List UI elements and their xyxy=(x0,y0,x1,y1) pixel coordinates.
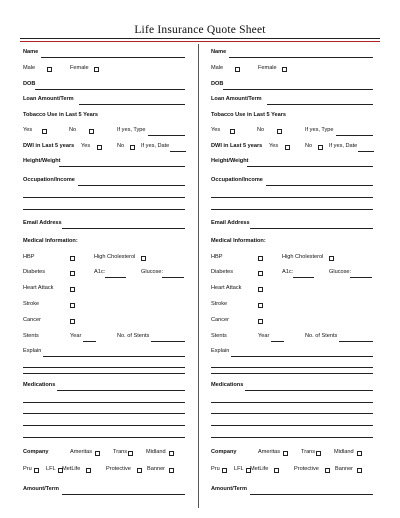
fill-in-line[interactable] xyxy=(358,151,374,152)
no-label: No xyxy=(117,143,125,149)
diabetes-label: Diabetes xyxy=(23,269,46,275)
protective-label: Protective xyxy=(106,466,131,472)
medical-information-label: Medical Information: xyxy=(23,238,78,244)
dob-label: DOB xyxy=(211,81,224,87)
no-label: No xyxy=(69,127,77,133)
fill-in-line[interactable] xyxy=(41,57,185,58)
dwi-label: DWI in Last 5 years xyxy=(23,143,75,149)
fill-in-line[interactable] xyxy=(170,151,186,152)
fill-in-line[interactable] xyxy=(247,166,373,167)
banner-label: Banner xyxy=(335,466,354,472)
checkbox[interactable] xyxy=(169,451,174,456)
fill-in-line[interactable] xyxy=(231,356,373,357)
height-weight-label: Height/Weight xyxy=(211,158,249,164)
pru-label: Pru xyxy=(211,466,220,472)
fill-in-line[interactable] xyxy=(267,104,373,105)
fill-in-line[interactable] xyxy=(23,402,185,403)
checkbox[interactable] xyxy=(316,451,321,456)
yes-label: Yes xyxy=(23,127,33,133)
a1c-label: A1c: xyxy=(282,269,294,275)
if-yes-date-label: If yes, Date xyxy=(141,143,170,149)
stents-label: Stents xyxy=(23,333,39,339)
loan-amount-term-label: Loan Amount/Term xyxy=(23,96,74,102)
no-label: No xyxy=(257,127,265,133)
no-label: No xyxy=(305,143,313,149)
tobacco-label: Tobacco Use in Last 5 Years xyxy=(211,112,287,118)
checkbox[interactable] xyxy=(274,468,279,473)
checkbox[interactable] xyxy=(141,256,146,261)
fill-in-line[interactable] xyxy=(105,277,126,278)
fill-in-line[interactable] xyxy=(23,373,185,374)
fill-in-line[interactable] xyxy=(35,89,185,90)
checkbox[interactable] xyxy=(95,451,100,456)
lfl-label: LFL xyxy=(46,466,56,472)
fill-in-line[interactable] xyxy=(78,185,185,186)
fill-in-line[interactable] xyxy=(211,367,373,368)
checkbox[interactable] xyxy=(70,319,75,324)
name-label: Name xyxy=(23,49,39,55)
lfl-label: LFL xyxy=(234,466,244,472)
male-label: Male xyxy=(211,65,224,71)
fill-in-line[interactable] xyxy=(148,135,185,136)
checkbox[interactable] xyxy=(357,451,362,456)
checkbox[interactable] xyxy=(258,271,263,276)
yes-label: Yes xyxy=(211,127,221,133)
dob-label: DOB xyxy=(23,81,36,87)
if-yes-type-label: If yes, Type xyxy=(305,127,334,133)
company-label: Company xyxy=(23,449,49,455)
explain-label: Explain xyxy=(23,348,42,354)
no-of-stents-label: No. of Stents xyxy=(305,333,338,339)
if-yes-date-label: If yes, Date xyxy=(329,143,358,149)
fill-in-line[interactable] xyxy=(250,494,373,495)
hbp-label: HBP xyxy=(23,254,35,260)
female-label: Female xyxy=(70,65,89,71)
checkbox[interactable] xyxy=(94,67,99,72)
checkbox[interactable] xyxy=(86,468,91,473)
checkbox[interactable] xyxy=(137,468,142,473)
amount-term-label: Amount/Term xyxy=(211,486,247,492)
ameritas-label: Ameritas xyxy=(70,449,93,455)
medications-label: Medications xyxy=(23,382,56,388)
checkbox[interactable] xyxy=(89,129,94,134)
hbp-label: HBP xyxy=(211,254,223,260)
midland-label: Midland xyxy=(334,449,354,455)
name-label: Name xyxy=(211,49,227,55)
midland-label: Midland xyxy=(146,449,166,455)
fill-in-line[interactable] xyxy=(229,57,373,58)
fill-in-line[interactable] xyxy=(293,277,314,278)
explain-label: Explain xyxy=(211,348,230,354)
medical-information-label: Medical Information: xyxy=(211,238,266,244)
checkbox[interactable] xyxy=(128,451,133,456)
checkbox[interactable] xyxy=(34,468,39,473)
fill-in-line[interactable] xyxy=(23,437,185,438)
ameritas-label: Ameritas xyxy=(258,449,281,455)
occupation-income-label: Occupation/Income xyxy=(211,177,263,183)
checkbox[interactable] xyxy=(282,67,287,72)
checkbox[interactable] xyxy=(318,145,323,150)
fill-in-line[interactable] xyxy=(162,277,184,278)
checkbox[interactable] xyxy=(130,145,135,150)
stroke-label: Stroke xyxy=(211,301,228,307)
fill-in-line[interactable] xyxy=(83,341,96,342)
cancer-label: Cancer xyxy=(23,317,42,323)
checkbox[interactable] xyxy=(70,271,75,276)
heart-attack-label: Heart Attack xyxy=(23,285,54,291)
fill-in-line[interactable] xyxy=(211,373,373,374)
page-title: Life Insurance Quote Sheet xyxy=(134,24,266,36)
checkbox[interactable] xyxy=(325,468,330,473)
checkbox[interactable] xyxy=(70,256,75,261)
email-address-label: Email Address xyxy=(23,220,62,226)
amount-term-label: Amount/Term xyxy=(23,486,59,492)
fill-in-line[interactable] xyxy=(59,166,185,167)
form-column-2 xyxy=(188,0,368,518)
fill-in-line[interactable] xyxy=(62,494,185,495)
loan-amount-term-label: Loan Amount/Term xyxy=(211,96,262,102)
high-cholesterol-label: High Cholesterol xyxy=(282,254,324,260)
checkbox[interactable] xyxy=(169,468,174,473)
male-label: Male xyxy=(23,65,36,71)
checkbox[interactable] xyxy=(329,256,334,261)
banner-label: Banner xyxy=(147,466,166,472)
glucose-label: Glucose: xyxy=(141,269,164,275)
checkbox[interactable] xyxy=(70,287,75,292)
fill-in-line[interactable] xyxy=(211,413,373,414)
fill-in-line[interactable] xyxy=(336,135,373,136)
fill-in-line[interactable] xyxy=(223,89,373,90)
medications-label: Medications xyxy=(211,382,244,388)
checkbox[interactable] xyxy=(70,303,75,308)
fill-in-line[interactable] xyxy=(23,425,185,426)
checkbox[interactable] xyxy=(47,67,52,72)
stents-label: Stents xyxy=(211,333,227,339)
fill-in-line[interactable] xyxy=(211,425,373,426)
fill-in-line[interactable] xyxy=(23,367,185,368)
fill-in-line[interactable] xyxy=(245,390,373,391)
a1c-label: A1c: xyxy=(94,269,106,275)
fill-in-line[interactable] xyxy=(271,341,284,342)
fill-in-line[interactable] xyxy=(79,104,185,105)
diabetes-label: Diabetes xyxy=(211,269,234,275)
fill-in-line[interactable] xyxy=(151,341,185,342)
fill-in-line[interactable] xyxy=(266,185,373,186)
fill-in-line[interactable] xyxy=(211,437,373,438)
no-of-stents-label: No. of Stents xyxy=(117,333,150,339)
fill-in-line[interactable] xyxy=(23,209,185,210)
pru-label: Pru xyxy=(23,466,32,472)
fill-in-line[interactable] xyxy=(211,197,373,198)
checkbox[interactable] xyxy=(258,287,263,292)
checkbox[interactable] xyxy=(258,256,263,261)
fill-in-line[interactable] xyxy=(23,413,185,414)
email-address-label: Email Address xyxy=(211,220,250,226)
female-label: Female xyxy=(258,65,277,71)
checkbox[interactable] xyxy=(285,145,290,150)
glucose-label: Glucose: xyxy=(329,269,352,275)
checkbox[interactable] xyxy=(230,129,235,134)
fill-in-line[interactable] xyxy=(350,277,372,278)
fill-in-line[interactable] xyxy=(339,341,373,342)
checkbox[interactable] xyxy=(283,451,288,456)
fill-in-line[interactable] xyxy=(211,402,373,403)
checkbox[interactable] xyxy=(258,319,263,324)
occupation-income-label: Occupation/Income xyxy=(23,177,75,183)
fill-in-line[interactable] xyxy=(62,228,185,229)
trans-label: Trans xyxy=(113,449,128,455)
company-label: Company xyxy=(211,449,237,455)
heart-attack-label: Heart Attack xyxy=(211,285,242,291)
height-weight-label: Height/Weight xyxy=(23,158,61,164)
dwi-label: DWI in Last 5 years xyxy=(211,143,263,149)
high-cholesterol-label: High Cholesterol xyxy=(94,254,136,260)
checkbox[interactable] xyxy=(258,303,263,308)
form-column-1 xyxy=(0,0,180,518)
checkbox[interactable] xyxy=(42,129,47,134)
metlife-label: MetLife xyxy=(62,466,81,472)
fill-in-line[interactable] xyxy=(211,209,373,210)
checkbox[interactable] xyxy=(222,468,227,473)
yes-label: Yes xyxy=(81,143,91,149)
checkbox[interactable] xyxy=(97,145,102,150)
metlife-label: MetLife xyxy=(250,466,269,472)
cancer-label: Cancer xyxy=(211,317,230,323)
trans-label: Trans xyxy=(301,449,316,455)
yes-label: Yes xyxy=(269,143,279,149)
fill-in-line[interactable] xyxy=(23,197,185,198)
tobacco-label: Tobacco Use in Last 5 Years xyxy=(23,112,99,118)
fill-in-line[interactable] xyxy=(43,356,185,357)
fill-in-line[interactable] xyxy=(57,390,185,391)
checkbox[interactable] xyxy=(235,67,240,72)
stroke-label: Stroke xyxy=(23,301,40,307)
protective-label: Protective xyxy=(294,466,319,472)
if-yes-type-label: If yes, Type xyxy=(117,127,146,133)
checkbox[interactable] xyxy=(277,129,282,134)
fill-in-line[interactable] xyxy=(250,228,373,229)
checkbox[interactable] xyxy=(357,468,362,473)
year-label: Year xyxy=(70,333,82,339)
year-label: Year xyxy=(258,333,270,339)
